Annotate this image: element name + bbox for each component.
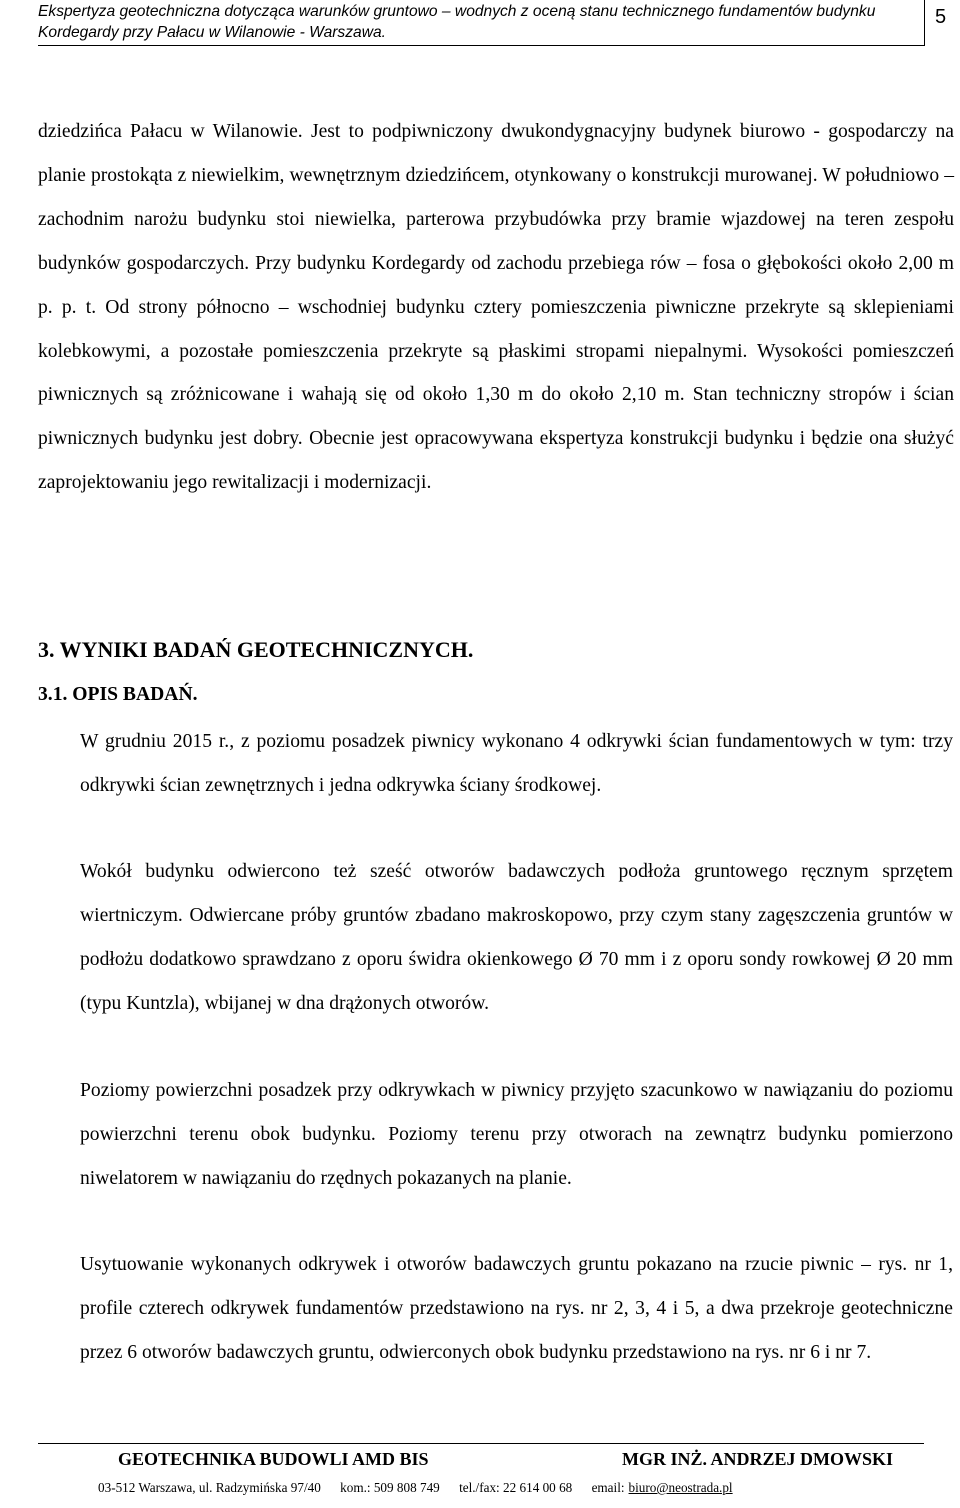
footer-company: GEOTECHNIKA BUDOWLI AMD BIS <box>118 1449 429 1469</box>
intro-block <box>38 110 954 505</box>
footer-mobile: kom.: 509 808 749 <box>340 1480 440 1495</box>
footer-engineer: MGR INŻ. ANDRZEJ DMOWSKI <box>622 1449 894 1469</box>
footer-phone: tel./fax: 22 614 00 68 <box>459 1480 573 1495</box>
footer-address: 03-512 Warszawa, ul. Radzymińska 97/40 <box>98 1480 321 1495</box>
page-footer <box>38 1443 924 1495</box>
paragraph-4-block <box>80 1243 953 1375</box>
footer-divider <box>38 1443 924 1444</box>
paragraph-3-block <box>80 1069 953 1201</box>
paragraph-4: Usytuowanie wykonanych odkrywek i otworów badawczych gruntu pokazano na rzucie piwnic – rys. nr 1, profile czterech odkrywek fundamentów przedstawiono na rys. nr 2, 3, 4 i 5, a dwa przekroje geotechniczne przez 6 otworów badawczych gruntu, odwierconych obok budynku przedstawiono na rys. nr 6 i nr 7. <box>80 1254 953 1363</box>
section-heading: 3. WYNIKI BADAŃ GEOTECHNICZNYCH. <box>38 637 474 662</box>
paragraph-3: Poziomy powierzchni posadzek przy odkrywkach w piwnicy przyjęto szacunkowo w nawiązaniu do poziomu powierzchni terenu obok budynku. Poziomy terenu przy otworach na zewnątrz budynku pomierzono niwelatorem w nawiązaniu do rzędnych pokazanych na planie. <box>80 1080 953 1189</box>
header-title-line2: Kordegardy przy Pałacu w Wilanowie - Warszawa. <box>38 23 386 41</box>
paragraph-1-block <box>80 720 953 808</box>
header-text <box>38 2 908 43</box>
footer-contact <box>98 1480 733 1496</box>
paragraph-1: W grudniu 2015 r., z poziomu posadzek piwnicy wykonano 4 odkrywki ścian fundamentowych w tym: trzy odkrywki ścian zewnętrznych i jedna odkrywka ściany środkowej. <box>80 731 953 796</box>
page-number: 5 <box>935 6 947 28</box>
header-title-line1: Ekspertyza geotechniczna dotycząca warunków gruntowo – wodnych z oceną stanu technicznego fundamentów budynku <box>38 3 876 20</box>
header-vertical-divider <box>924 0 925 46</box>
footer-email-link[interactable]: biuro@neostrada.pl <box>628 1480 733 1495</box>
header-divider <box>38 45 925 46</box>
footer-email-label: email: <box>591 1480 625 1495</box>
intro-paragraph: dziedzińca Pałacu w Wilanowie. Jest to podpiwniczony dwukondygnacyjny budynek biurowo - gospodarczy na planie prostokąta z niewielkim, wewnętrznym dziedzińcem, otynkowany o konstrukcji murowanej. W południowo – zachodnim narożu budynku stoi niewielka, parterowa przybudówka przy bramie wjazdowej na teren zespołu budynków gospodarczych. Przy budynku Kordegardy od zachodu przebiega rów – fosa o głębokości około 2,00 m p. p. t. Od strony północno – wschodniej budynku cztery pomieszczenia piwniczne przekryte są sklepieniami kolebkowymi, a pozostałe pomieszczenia przekryte są płaskimi stropami niepalnymi. Wysokości pomieszczeń piwnicznych są zróżnicowane i wahają się od około 1,30 m do około 2,10 m. Stan techniczny stropów i ścian piwnicznych budynku jest dobry. Obecnie jest opracowywana ekspertyza konstrukcji budynku i będzie ona służyć zaprojektowaniu jego rewitalizacji i modernizacji. <box>38 121 954 494</box>
footer-line1 <box>118 1449 908 1473</box>
subsection-heading: 3.1. OPIS BADAŃ. <box>38 684 198 705</box>
page-header <box>38 0 925 46</box>
paragraph-2: Wokół budynku odwiercono też sześć otworów badawczych podłoża gruntowego ręcznym sprzętem wiertniczym. Odwiercane próby gruntów zbadano makroskopowo, przy czym stany zagęszczenia gruntów w podłożu dodatkowo sprawdzano z oporu świdra okienkowego Ø 70 mm i z oporu sondy rowkowej Ø 20 mm (typu Kuntzla), wbijanej w dna drążonych otworów. <box>80 861 953 1014</box>
paragraph-2-block <box>80 850 953 1026</box>
